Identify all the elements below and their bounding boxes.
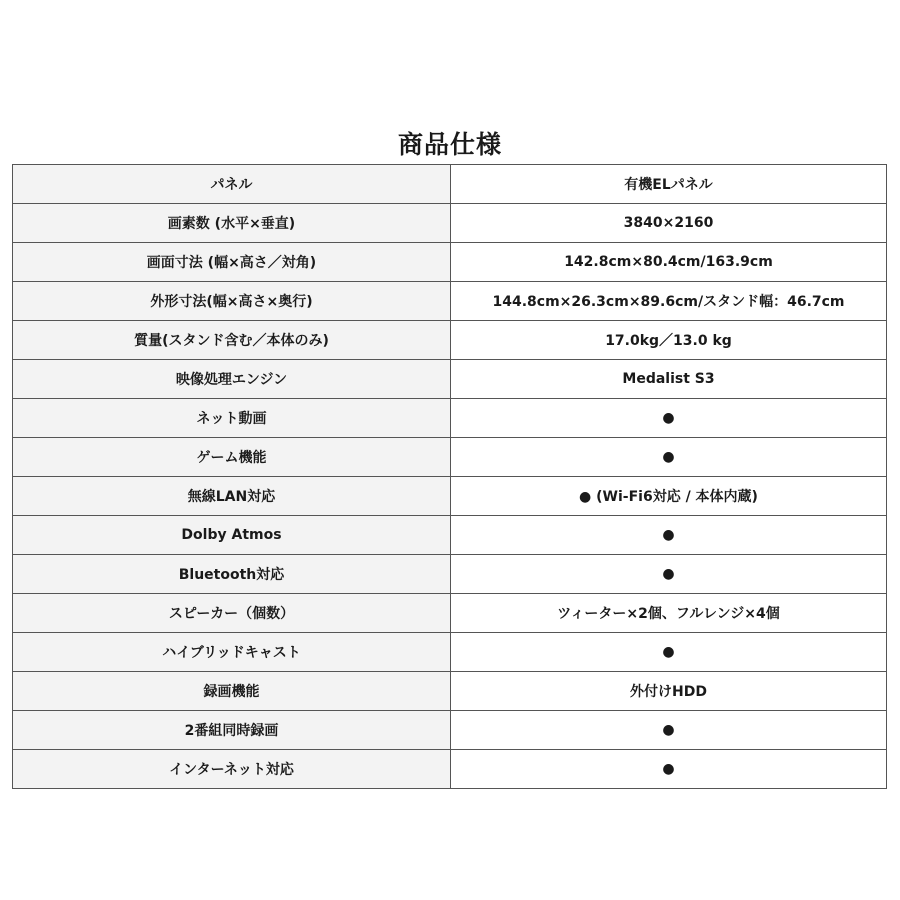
table-row [13, 438, 887, 477]
spec-table [12, 164, 887, 789]
spec-label-engine: 映像処理エンジン [13, 360, 451, 399]
table-row [13, 477, 887, 516]
table-row [13, 594, 887, 633]
spec-value-dolby-atmos: ● [451, 516, 887, 555]
spec-value-net-video: ● [451, 399, 887, 438]
table-row [13, 282, 887, 321]
spec-label-recording: 録画機能 [13, 672, 451, 711]
spec-label-game: ゲーム機能 [13, 438, 451, 477]
spec-label-dual-recording: 2番組同時録画 [13, 711, 451, 750]
page-title: 商品仕様 [397, 130, 502, 159]
table-row [13, 243, 887, 282]
table-row [13, 633, 887, 672]
spec-label-hybridcast: ハイブリッドキャスト [13, 633, 451, 672]
spec-value-speakers: ツィーター×2個、フルレンジ×4個 [451, 594, 887, 633]
spec-value-panel: 有機ELパネル [451, 165, 887, 204]
spec-value-dual-recording: ● [451, 711, 887, 750]
table-row [13, 165, 887, 204]
spec-label-dolby-atmos: Dolby Atmos [13, 516, 451, 555]
table-row [13, 360, 887, 399]
spec-label-dimensions: 外形寸法(幅×高さ×奥行) [13, 282, 451, 321]
table-row [13, 672, 887, 711]
spec-table-body [13, 165, 887, 789]
spec-label-screen-size: 画面寸法 (幅×高さ／対角) [13, 243, 451, 282]
spec-label-wireless-lan: 無線LAN対応 [13, 477, 451, 516]
spec-value-dimensions: 144.8cm×26.3cm×89.6cm/スタンド幅：46.7cm [451, 282, 887, 321]
table-row [13, 516, 887, 555]
spec-label-speakers: スピーカー（個数） [13, 594, 451, 633]
spec-value-weight: 17.0kg／13.0 kg [451, 321, 887, 360]
table-row [13, 204, 887, 243]
spec-value-internet: ● [451, 750, 887, 789]
spec-value-hybridcast: ● [451, 633, 887, 672]
spec-label-net-video: ネット動画 [13, 399, 451, 438]
table-row [13, 399, 887, 438]
spec-value-engine: Medalist S3 [451, 360, 887, 399]
spec-value-screen-size: 142.8cm×80.4cm/163.9cm [451, 243, 887, 282]
spec-label-internet: インターネット対応 [13, 750, 451, 789]
spec-value-bluetooth: ● [451, 555, 887, 594]
spec-label-bluetooth: Bluetooth対応 [13, 555, 451, 594]
table-row [13, 711, 887, 750]
spec-value-game: ● [451, 438, 887, 477]
spec-value-recording: 外付けHDD [451, 672, 887, 711]
table-row [13, 321, 887, 360]
spec-label-resolution: 画素数 (水平×垂直) [13, 204, 451, 243]
spec-value-resolution: 3840×2160 [451, 204, 887, 243]
table-row [13, 555, 887, 594]
spec-label-weight: 質量(スタンド含む／本体のみ) [13, 321, 451, 360]
table-row [13, 750, 887, 789]
spec-label-panel: パネル [13, 165, 451, 204]
spec-value-wireless-lan: ● (Wi-Fi6対応 / 本体内蔵) [451, 477, 887, 516]
